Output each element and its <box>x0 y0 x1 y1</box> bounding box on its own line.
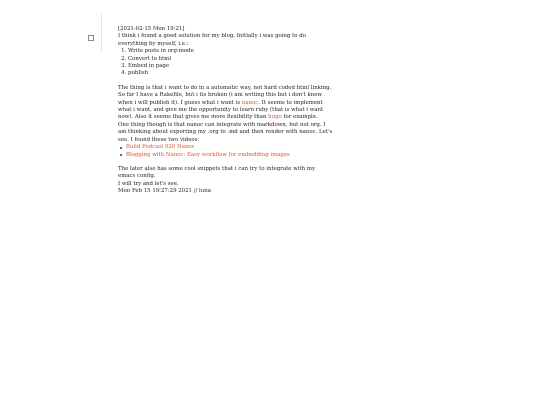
paragraph-text: for example. <box>281 114 318 121</box>
snippets-paragraph: The later also has some cool snippets that i can try to integrate with my emacs config. <box>118 165 315 180</box>
hugo-link[interactable]: hugo <box>268 114 282 121</box>
list-item: 1. Write posts in org-mode <box>128 48 333 55</box>
paragraph-text: . It seems to implement what i want, and give me the opportunity to learn ruby (that is what i want now). Also it seems that gives me more flexibility than <box>118 99 324 121</box>
list-item <box>126 144 333 151</box>
post-footer: Mon Feb 15 19:27:29 2021 // luna <box>118 188 211 195</box>
video-link-build-podcast[interactable]: Build Podcast 020 Nanoc <box>126 144 195 151</box>
nanoc-link[interactable]: nanoc <box>241 99 259 106</box>
list-item <box>126 152 333 159</box>
nanoc-paragraph <box>118 85 333 122</box>
markdown-paragraph: One thing though is that nanoc can integrate with markdown, but not org. I am thinking about exporting my .org to .md and then render with nanoc. Let's see. I found these two videos: <box>118 121 333 143</box>
post-content <box>118 26 333 196</box>
videos-list <box>118 144 333 159</box>
list-item: 2. Convert to html <box>128 56 333 63</box>
list-item: 4. publish <box>128 70 333 77</box>
todo-checkbox[interactable] <box>88 35 94 41</box>
intro-paragraph: I think i found a good solution for my blog. Initially i was going to do everything by myself, i.e.: <box>118 33 306 47</box>
video-link-blogging-nanoc[interactable]: Blogging with Nanoc: Easy workflow for embedding images <box>126 151 290 158</box>
post-timestamp: [2021-02-15 Mon 19:21] <box>118 26 185 32</box>
list-item: 3. Embed in page <box>128 63 333 70</box>
steps-list <box>118 48 333 78</box>
closing-paragraph: I will try and let's see. <box>118 180 179 187</box>
gutter-line <box>101 14 102 52</box>
paragraph-text: The thing is that i want to do in a automatic way, not hard coded html linking. So far I have a Rakefile, but i its broken (i am writing this but i don't know when i will publish it). I guess what i want is <box>118 84 332 106</box>
